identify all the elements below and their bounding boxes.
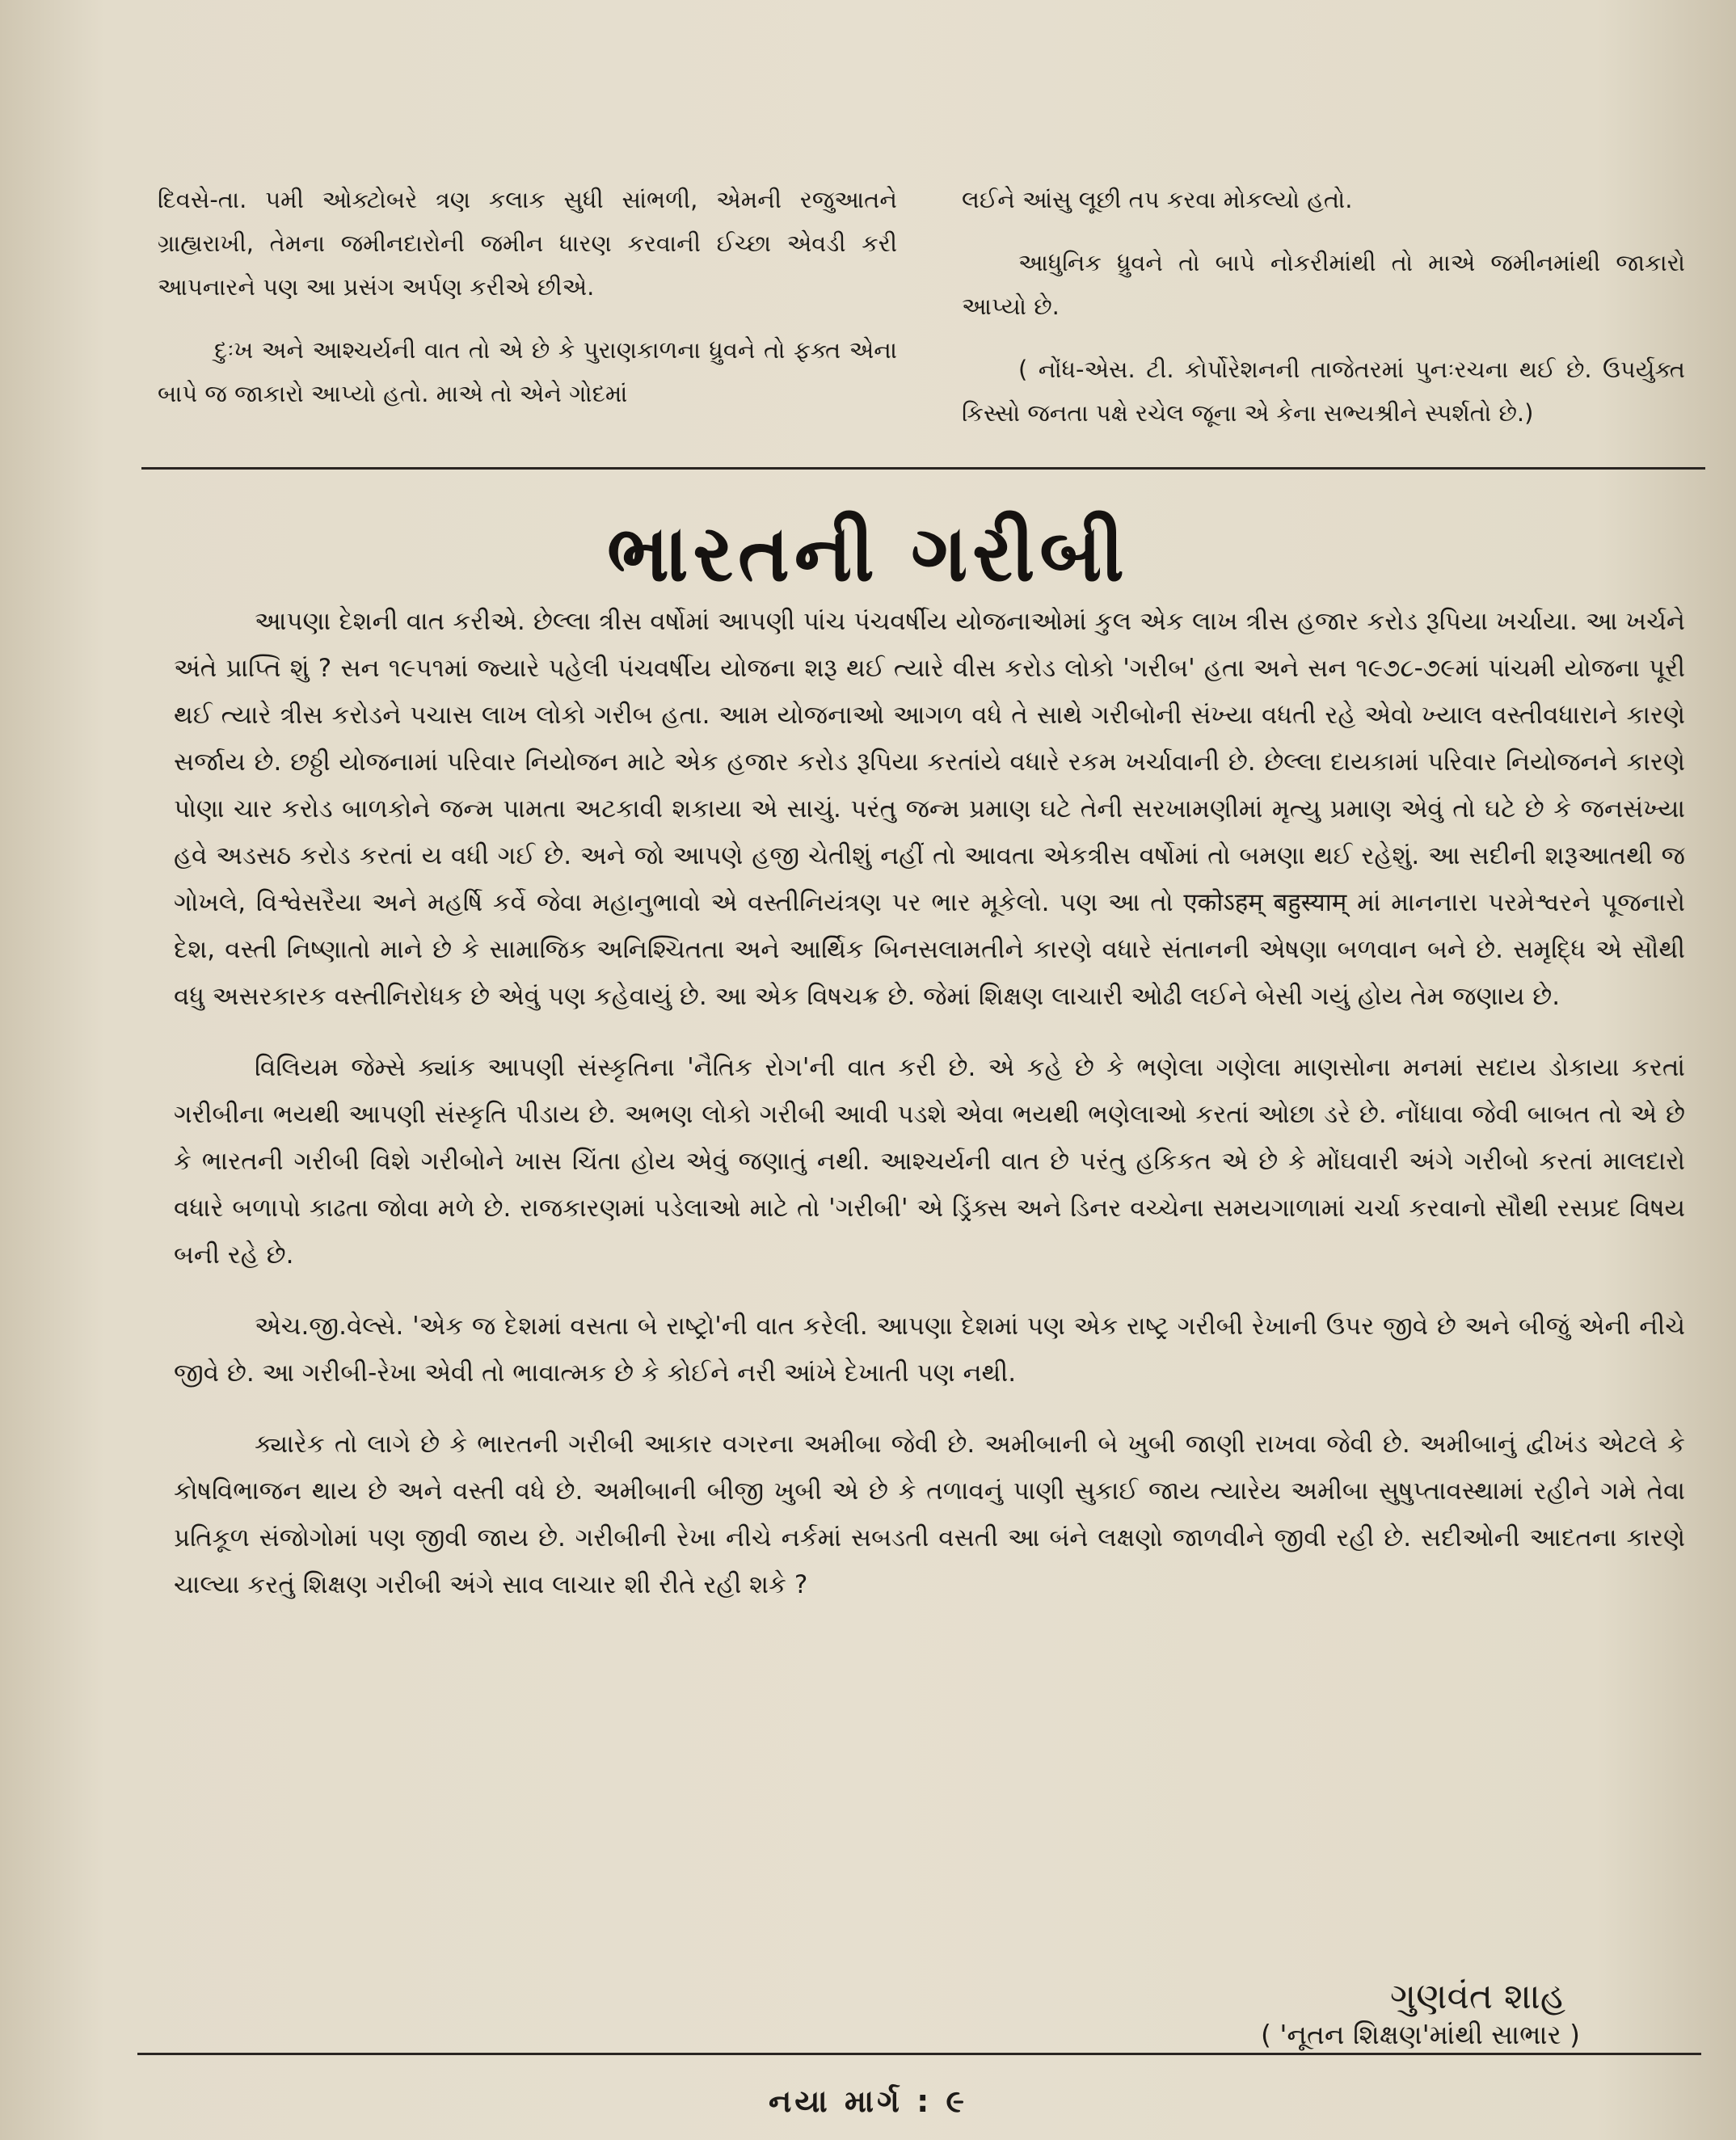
- top-left-paragraph: દિવસે-તા. ૫મી ઓક્ટોબરે ત્રણ કલાક સુધી સાંભળી, એમની રજુઆતને ગ્રાહ્યરાખી, તેમના જમીનદારોની જમીન ધારણ કરવાની ઈચ્છા એવડી કરી આપનારને પણ આ પ્રસંગ અર્પણ કરીએ છીએ.: [158, 186, 897, 301]
- page-footer: નયા માર્ગ : ૯: [768, 2083, 967, 2119]
- author-name: ગુણવંત શાહ: [1390, 1976, 1566, 2017]
- footer-divider: [137, 2053, 1701, 2055]
- top-left-paragraph: દુઃખ અને આશ્ચર્યની વાત તો એ છે કે પુરાણકાળના ધ્રુવને તો ફક્ત એના બાપે જ જાકારો આપ્યો હતો. માએ તો એને ગોદમાં: [158, 336, 897, 407]
- top-right-paragraph: આધુનિક ધ્રુવને તો બાપે નોકરીમાંથી તો માએ જમીનમાંથી જાકારો આપ્યો છે.: [962, 249, 1685, 320]
- article-paragraph: આપણા દેશની વાત કરીએ. છેલ્લા ત્રીસ વર્ષોમાં આપણી પાંચ પંચવર્ષીય યોજનાઓમાં કુલ એક લાખ ત્રીસ હજાર કરોડ રૂપિયા ખર્ચાયા. આ ખર્ચને અંતે પ્રાપ્તિ શું ? સન ૧૯૫૧માં જ્યારે પહેલી પંચવર્ષીય યોજના શરૂ થઈ ત્યારે વીસ કરોડ લોકો 'ગરીબ' હતા અને સન ૧૯૭૮-૭૯માં પાંચમી યોજના પૂરી થઈ ત્યારે ત્રીસ કરોડને પચાસ લાખ લોકો ગરીબ હતા. આમ યોજનાઓ આગળ વધે તે સાથે ગરીબોની સંખ્યા વધતી રહે એવો ખ્યાલ વસ્તીવધારાને કારણે સર્જાય છે. છઠ્ઠી યોજનામાં પરિવાર નિયોજન માટે એક હજાર કરોડ રૂપિયા કરતાંયે વધારે રકમ ખર્ચાવાની છે. છેલ્લા દાયકામાં પરિવાર નિયોજનને કારણે પોણા ચાર કરોડ બાળકોને જન્મ પામતા અટકાવી શકાયા એ સાચું. પરંતુ જન્મ પ્રમાણ ઘટે તેની સરખામણીમાં મૃત્યુ પ્રમાણ એવું તો ઘટે છે કે જનસંખ્યા હવે અડસઠ કરોડ કરતાં ય વધી ગઈ છે. અને જો આપણે હજી ચેતીશું નહીં તો આવતા એકત્રીસ વર્ષોમાં તો બમણા થઈ રહેશું. આ સદીની શરૂઆતથી જ ગોખલે, વિશ્વેસરૈયા અને મહર્ષિ કર્વે જેવા મહાનુભાવો એ વસ્તીનિયંત્રણ પર ભાર મૂકેલો. પણ આ તો एकोऽहम् बहुस्याम् માં માનનારા પરમેશ્વરને પૂજનારો દેશ, વસ્તી નિષ્ણાતો માને છે કે સામાજિક અનિશ્ચિતતા અને આર્થિક બિનસલામતીને કારણે વધારે સંતાનની એષણા બળવાન બને છે. સમૃદ્ધિ એ સૌથી વધુ અસરકારક વસ્તીનિરોધક છે એવું પણ કહેવાયું છે. આ એક વિષચક્ર છે. જેમાં શિક્ષણ લાચારી ઓઢી લઈને બેસી ગયું હોય તેમ જણાય છે.: [174, 607, 1685, 1011]
- top-right-column: [962, 178, 1685, 454]
- source-credit: ( 'નૂતન શિક્ષણ'માંથી સાભાર ): [1261, 2019, 1581, 2050]
- article-paragraph: એચ.જી.વેલ્સે. 'એક જ દેશમાં વસતા બે રાષ્ટ્રો'ની વાત કરેલી. આપણા દેશમાં પણ એક રાષ્ટ્ર ગરીબી રેખાની ઉપર જીવે છે અને બીજું એની નીચે જીવે છે. આ ગરીબી-રેખા એવી તો ભાવાત્મક છે કે કોઈને નરી આંખે દેખાતી પણ નથી.: [174, 1312, 1685, 1388]
- article-body: [174, 598, 1685, 1632]
- section-divider: [141, 467, 1705, 470]
- article-paragraph: વિલિયમ જેમ્સે ક્યાંક આપણી સંસ્કૃતિના 'નૈતિક રોગ'ની વાત કરી છે. એ કહે છે કે ભણેલા ગણેલા માણસોના મનમાં સદાય ડોકાયા કરતાં ગરીબીના ભયથી આપણી સંસ્કૃતિ પીડાય છે. અભણ લોકો ગરીબી આવી પડશે એવા ભયથી ભણેલાઓ કરતાં ઓછા ડરે છે. નોંધાવા જેવી બાબત તો એ છે કે ભારતની ગરીબી વિશે ગરીબોને ખાસ ચિંતા હોય એવું જણાતું નથી. આશ્ચર્યની વાત છે પરંતુ હકિકત એ છે કે મોંઘવારી અંગે ગરીબો કરતાં માલદારો વધારે બળાપો કાઢતા જોવા મળે છે. રાજકારણમાં પડેલાઓ માટે તો 'ગરીબી' એ ડ્રિંક્સ અને ડિનર વચ્ચેના સમયગાળામાં ચર્ચા કરવાનો સૌથી રસપ્રદ વિષય બની રહે છે.: [174, 1053, 1685, 1270]
- top-right-paragraph: લઈને આંસુ લૂછી તપ કરવા મોકલ્યો હતો.: [962, 186, 1353, 213]
- editor-note: ( નોંધ-એસ. ટી. કોર્પોરેશનની તાજેતરમાં પુનઃરચના થઈ છે. ઉપર્યુક્ત કિસ્સો જનતા પક્ષે રચેલ જૂના એ કેના સભ્યશ્રીને સ્પર્શતો છે.): [962, 356, 1685, 427]
- article-title: ભારતની ગરીબી: [607, 508, 1129, 599]
- top-left-column: [158, 178, 897, 435]
- article-paragraph: ક્યારેક તો લાગે છે કે ભારતની ગરીબી આકાર વગરના અમીબા જેવી છે. અમીબાની બે ખુબી જાણી રાખવા જેવી છે. અમીબાનું દ્વીખંડ એટલે કે કોષવિભાજન થાય છે અને વસ્તી વધે છે. અમીબાની બીજી ખુબી એ છે કે તળાવનું પાણી સુકાઈ જાય ત્યારેય અમીબા સુષુપ્તાવસ્થામાં રહીને ગમે તેવા પ્રતિકૂળ સંજોગોમાં પણ જીવી જાય છે. ગરીબીની રેખા નીચે નર્કમાં સબડતી વસતી આ બંને લક્ષણો જાળવીને જીવી રહી છે. સદીઓની આદતના કારણે ચાલ્યા કરતું શિક્ષણ ગરીબી અંગે સાવ લાચાર શી રીતે રહી શકે ?: [174, 1430, 1685, 1599]
